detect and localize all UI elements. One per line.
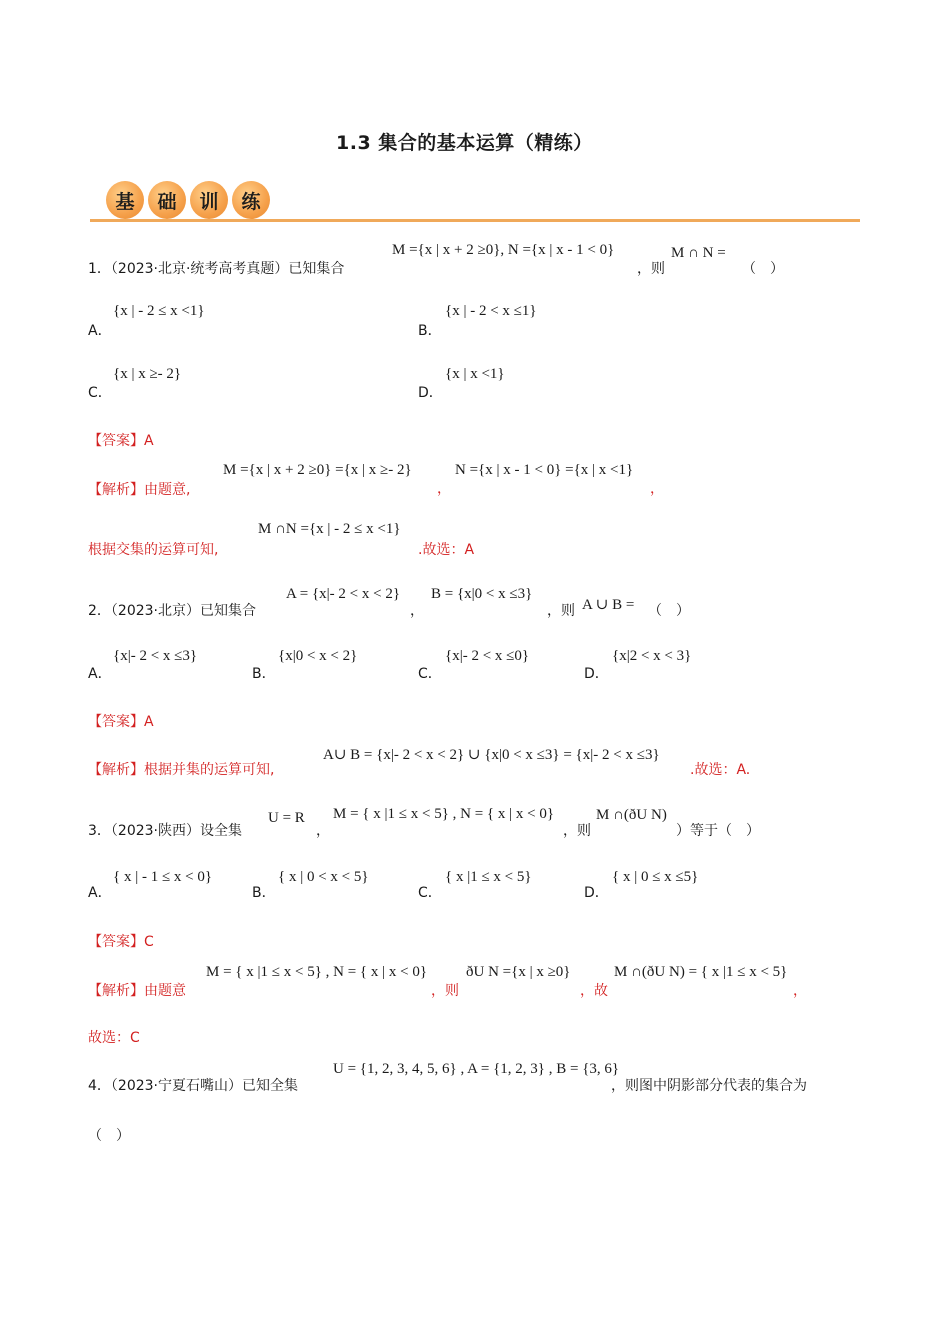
q3-conclusion: 故选：C	[88, 1030, 140, 1046]
q2-math-b: B = {x|0 < x ≤3}	[431, 586, 533, 602]
q3-analysis-sep-so: ，故	[580, 983, 608, 999]
q1-answer: 【答案】A	[88, 433, 154, 449]
section-badge: 练	[232, 181, 270, 219]
section-header	[106, 181, 270, 219]
q3-analysis-sep-end: ，	[793, 983, 807, 999]
q1-paren: （ ）	[742, 261, 784, 277]
q2-math-a: A = {x|- 2 < x < 2}	[286, 586, 401, 602]
q1-math-ask: M ∩ N =	[671, 245, 726, 261]
q1-analysis-sep1: ，	[437, 481, 451, 497]
q2-ask-pre: ，则	[547, 603, 575, 619]
q1-analysis-sep2: ，	[650, 481, 664, 497]
q1-option-c-label: C．	[88, 385, 112, 401]
q2-analysis-math: A∪ B = {x|- 2 < x < 2} ∪ {x|0 < x ≤3} = {x|- 2 < x ≤3}	[323, 747, 660, 763]
q3-analysis-m3: M ∩(ðU N) = { x |1 ≤ x < 5}	[614, 964, 788, 980]
q2-option-b: {x|0 < x < 2}	[278, 648, 358, 664]
q4-math-sets: U = {1, 2, 3, 4, 5, 6} , A = {1, 2, 3} , B = {3, 6}	[333, 1061, 620, 1077]
q1-analysis-result: M ∩N ={x | - 2 ≤ x <1}	[258, 521, 401, 537]
page-title: 1.3 集合的基本运算（精练）	[336, 132, 593, 154]
section-badge: 训	[190, 181, 228, 219]
q1-analysis-post: .故选：A	[418, 542, 475, 558]
q3-option-c: { x |1 ≤ x < 5}	[445, 869, 532, 885]
q1-analysis-m: M ={x | x + 2 ≥0} ={x | x ≥- 2}	[223, 462, 412, 478]
q3-analysis-sep-then: ，则	[431, 983, 459, 999]
q2-option-c-label: C．	[418, 666, 442, 682]
q1-stem: 1．（2023·北京·统考高考真题）已知集合	[88, 261, 345, 277]
q2-math-ask: A ∪ B =	[582, 597, 635, 613]
q1-analysis-n: N ={x | x - 1 < 0} ={x | x <1}	[455, 462, 634, 478]
q2-analysis-post: .故选：A.	[690, 762, 751, 778]
q3-ask-pre: ，则	[563, 823, 591, 839]
q1-option-a-label: A．	[88, 323, 112, 339]
q3-sep: ，	[316, 823, 330, 839]
q1-option-d-label: D．	[418, 385, 443, 401]
q4-stem: 4．（2023·宁夏石嘴山）已知全集	[88, 1078, 298, 1094]
section-divider	[90, 219, 860, 222]
q3-option-b: { x | 0 < x < 5}	[278, 869, 369, 885]
q3-option-c-label: C．	[418, 885, 442, 901]
q1-analysis-line2: 根据交集的运算可知,	[88, 542, 219, 558]
q2-option-d: {x|2 < x < 3}	[612, 648, 692, 664]
q1-option-c: {x | x ≥- 2}	[113, 366, 182, 382]
q2-option-c: {x|- 2 < x ≤0}	[445, 648, 530, 664]
q4-stem-post: ，则图中阴影部分代表的集合为	[611, 1078, 807, 1094]
q2-option-a-label: A．	[88, 666, 112, 682]
q1-option-d: {x | x <1}	[445, 366, 505, 382]
q4-paren: （ ）	[88, 1128, 130, 1144]
q2-option-d-label: D．	[584, 666, 609, 682]
q2-option-b-label: B．	[252, 666, 276, 682]
q2-stem: 2．（2023·北京）已知集合	[88, 603, 256, 619]
q3-analysis-m1: M = { x |1 ≤ x < 5} , N = { x | x < 0}	[206, 964, 428, 980]
q1-option-b-label: B．	[418, 323, 442, 339]
q1-option-b: {x | - 2 < x ≤1}	[445, 303, 537, 319]
q1-comma: ，则	[637, 261, 665, 277]
q3-analysis-m2: ðU N ={x | x ≥0}	[466, 964, 571, 980]
q3-analysis-label: 【解析】由题意	[88, 983, 186, 999]
q3-math-mn: M = { x |1 ≤ x < 5} , N = { x | x < 0}	[333, 806, 555, 822]
q2-sep: ，	[410, 603, 424, 619]
section-badge: 基	[106, 181, 144, 219]
q2-answer: 【答案】A	[88, 714, 154, 730]
section-badge: 础	[148, 181, 186, 219]
q3-math-ask: M ∩(ðU N)	[596, 807, 667, 823]
q3-option-b-label: B．	[252, 885, 276, 901]
q3-math-u: U = R	[268, 810, 305, 826]
q3-stem: 3．（2023·陕西）设全集	[88, 823, 242, 839]
q2-analysis-label: 【解析】根据并集的运算可知,	[88, 762, 275, 778]
q3-ask-post: ）等于（ ）	[676, 823, 760, 839]
q3-option-d: { x | 0 ≤ x ≤5}	[612, 869, 699, 885]
q2-option-a: {x|- 2 < x ≤3}	[113, 648, 198, 664]
q3-option-a-label: A．	[88, 885, 112, 901]
q1-math-sets: M ={x | x + 2 ≥0}, N ={x | x - 1 < 0}	[392, 242, 615, 258]
q3-option-d-label: D．	[584, 885, 609, 901]
q1-analysis-label: 【解析】由题意,	[88, 482, 191, 498]
q3-answer: 【答案】C	[88, 934, 154, 950]
q3-option-a: { x | - 1 ≤ x < 0}	[113, 869, 213, 885]
q1-option-a: {x | - 2 ≤ x <1}	[113, 303, 205, 319]
q2-paren: （ ）	[648, 603, 690, 619]
